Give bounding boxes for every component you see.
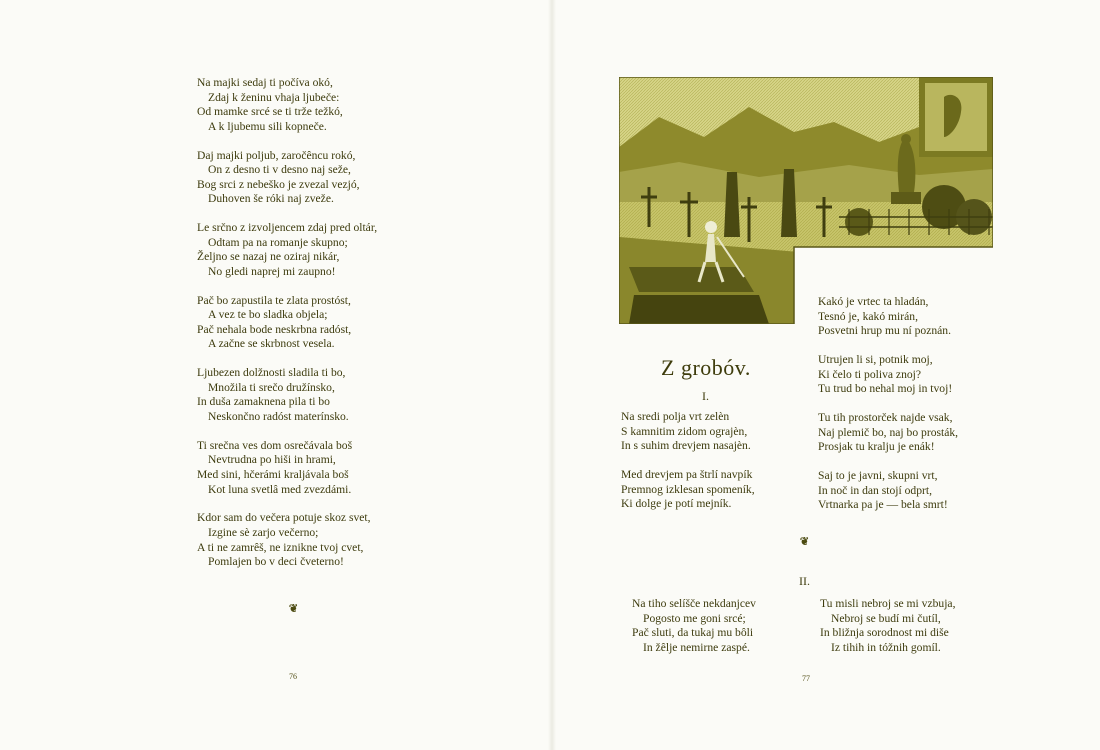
poem-line: In duša zamaknena pila ti bo [197, 395, 330, 409]
stanza [197, 149, 377, 207]
poem-line: Pač sluti, da tukaj mu bôli [632, 626, 754, 640]
poem-title: Z grobóv. [661, 355, 751, 380]
poem-line: Tu misli nebroj se mi vzbuja, [820, 597, 956, 610]
poem-line: Pač bo zapustila te zlata prostóst, [197, 293, 351, 307]
poem-line: Odtam pa na romanje skupno; [208, 235, 348, 249]
poem-line: Nebroj se budí mi čutíl, [831, 611, 941, 625]
poem-line: Od mamke srcé se ti trže težkó, [197, 105, 343, 119]
section-number-two: II. [799, 574, 810, 588]
right-page-col-a [621, 410, 755, 526]
poem-line: Iz tihih in tóžnih gomíl. [831, 640, 941, 654]
poem-line: In noč in dan stojí odprt, [818, 483, 932, 497]
poem-line: Neskončno radóst materínsko. [208, 410, 349, 424]
stanza [818, 469, 958, 513]
poem-line: On z desno ti v desno naj seže, [208, 163, 351, 177]
page-number-right: 77 [802, 674, 810, 683]
stanza [632, 597, 756, 655]
right-page-col-b [818, 295, 958, 527]
poem-line: Vrtnarka pa je — bela smrt! [818, 498, 948, 512]
poem-line: Množila ti srečo družínsko, [208, 380, 335, 394]
poem-line: Na majki sedaj ti počíva okó, [197, 76, 333, 89]
poem-line: Nevtrudna po hiši in hrami, [208, 453, 336, 467]
poem-line: Le srčno z izvoljencem zdaj pred oltár, [197, 221, 378, 235]
poem-line: Na tiho selíšče nekdanjcev [632, 597, 756, 610]
right-page-col-a-part-two [632, 597, 756, 670]
stanza [818, 353, 958, 397]
poem-line: Na sredi polja vrt zelèn [621, 410, 730, 423]
poem-line: Med drevjem pa štrlí navpík [621, 467, 753, 481]
poem-line: A k ljubemu sili kopneče. [208, 119, 327, 133]
poem-line: Tu trud bo nehal moj in tvoj! [818, 382, 953, 396]
stanza [621, 468, 755, 512]
poem-line: Kot luna svetlâ med zvezdámi. [208, 482, 352, 496]
poem-line: Daj majki poljub, zaročêncu rokó, [197, 148, 356, 162]
poem-line: A vez te bo sladka objela; [208, 308, 328, 322]
poem-line: Saj to je javni, skupni vrt, [818, 468, 938, 482]
poem-line: S kamnitim zidom ograjèn, [621, 424, 748, 438]
stanza [197, 221, 377, 279]
poem-line: Pač nehala bode neskrbna radóst, [197, 322, 352, 336]
page-gutter [548, 0, 556, 750]
poem-line: Ki dolge je potí mejník. [621, 497, 732, 511]
poem-line: A ti ne zamrêš, ne iznikne tvoj cvet, [197, 540, 364, 554]
poem-line: Bog srci z nebeško je zvezal vezjó, [197, 177, 360, 191]
poem-line: Duhoven še róki naj zveže. [208, 192, 334, 206]
poem-line: Izgine sè zarjo večerno; [208, 525, 319, 539]
poem-line: Ti srečna ves dom osrečávala boš [197, 438, 353, 452]
page-number-left: 76 [289, 672, 297, 681]
poem-line: In s suhim drevjem nasajèn. [621, 439, 751, 453]
poem-line: Tesnó je, kakó mirán, [818, 309, 918, 323]
stanza [197, 76, 377, 134]
poem-line: Kakó je vrtec ta hladán, [818, 295, 929, 308]
poem-line: Prosjak tu kralju je enák! [818, 440, 935, 454]
cemetery-engraving [619, 77, 993, 324]
stanza [197, 511, 377, 569]
stanza [621, 410, 755, 454]
stanza [818, 411, 958, 455]
stanza [197, 366, 377, 424]
poem-line: Zdaj k ženinu vhaja ljubeče: [208, 90, 340, 104]
ornament-icon: ❦ [288, 603, 299, 615]
stanza [197, 294, 377, 352]
poem-line: Kdor sam do večera potuje skoz svet, [197, 511, 371, 525]
poem-line: Tu tih prostorček najde vsak, [818, 410, 953, 424]
poem-line: Posvetni hrup mu ní poznán. [818, 324, 951, 338]
ornament-icon: ❦ [799, 536, 810, 548]
poem-line: Željno se nazaj ne oziraj nikár, [197, 250, 340, 264]
poem-line: Premnog izklesan spomeník, [621, 482, 755, 496]
poem-line: No gledi naprej mi zaupno! [208, 264, 336, 278]
left-page-poem [197, 76, 377, 584]
stanza [197, 439, 377, 497]
poem-line: In žêlje nemirne zaspé. [643, 640, 750, 654]
stanza [818, 295, 958, 339]
section-number-one: I. [702, 389, 709, 403]
poem-line: Ljubezen dolžnosti sladila ti bo, [197, 366, 346, 380]
poem-line: In bližnja sorodnost mi diše [820, 626, 949, 640]
poem-line: Ki čelo ti poliva znoj? [818, 367, 922, 381]
poem-line: A začne se skrbnost vesela. [208, 337, 335, 351]
poem-line: Naj plemič bo, naj bo prosták, [818, 425, 959, 439]
poem-line: Med sini, hčerámi kraljávala boš [197, 468, 349, 481]
stanza [820, 597, 955, 655]
right-page-col-b-part-two [820, 597, 955, 670]
poem-line: Pomlajen bo v deci čveterno! [208, 555, 344, 569]
poem-line: Utrujen li si, potnik moj, [818, 352, 933, 366]
poem-line: Pogosto me goni srcé; [643, 611, 746, 625]
